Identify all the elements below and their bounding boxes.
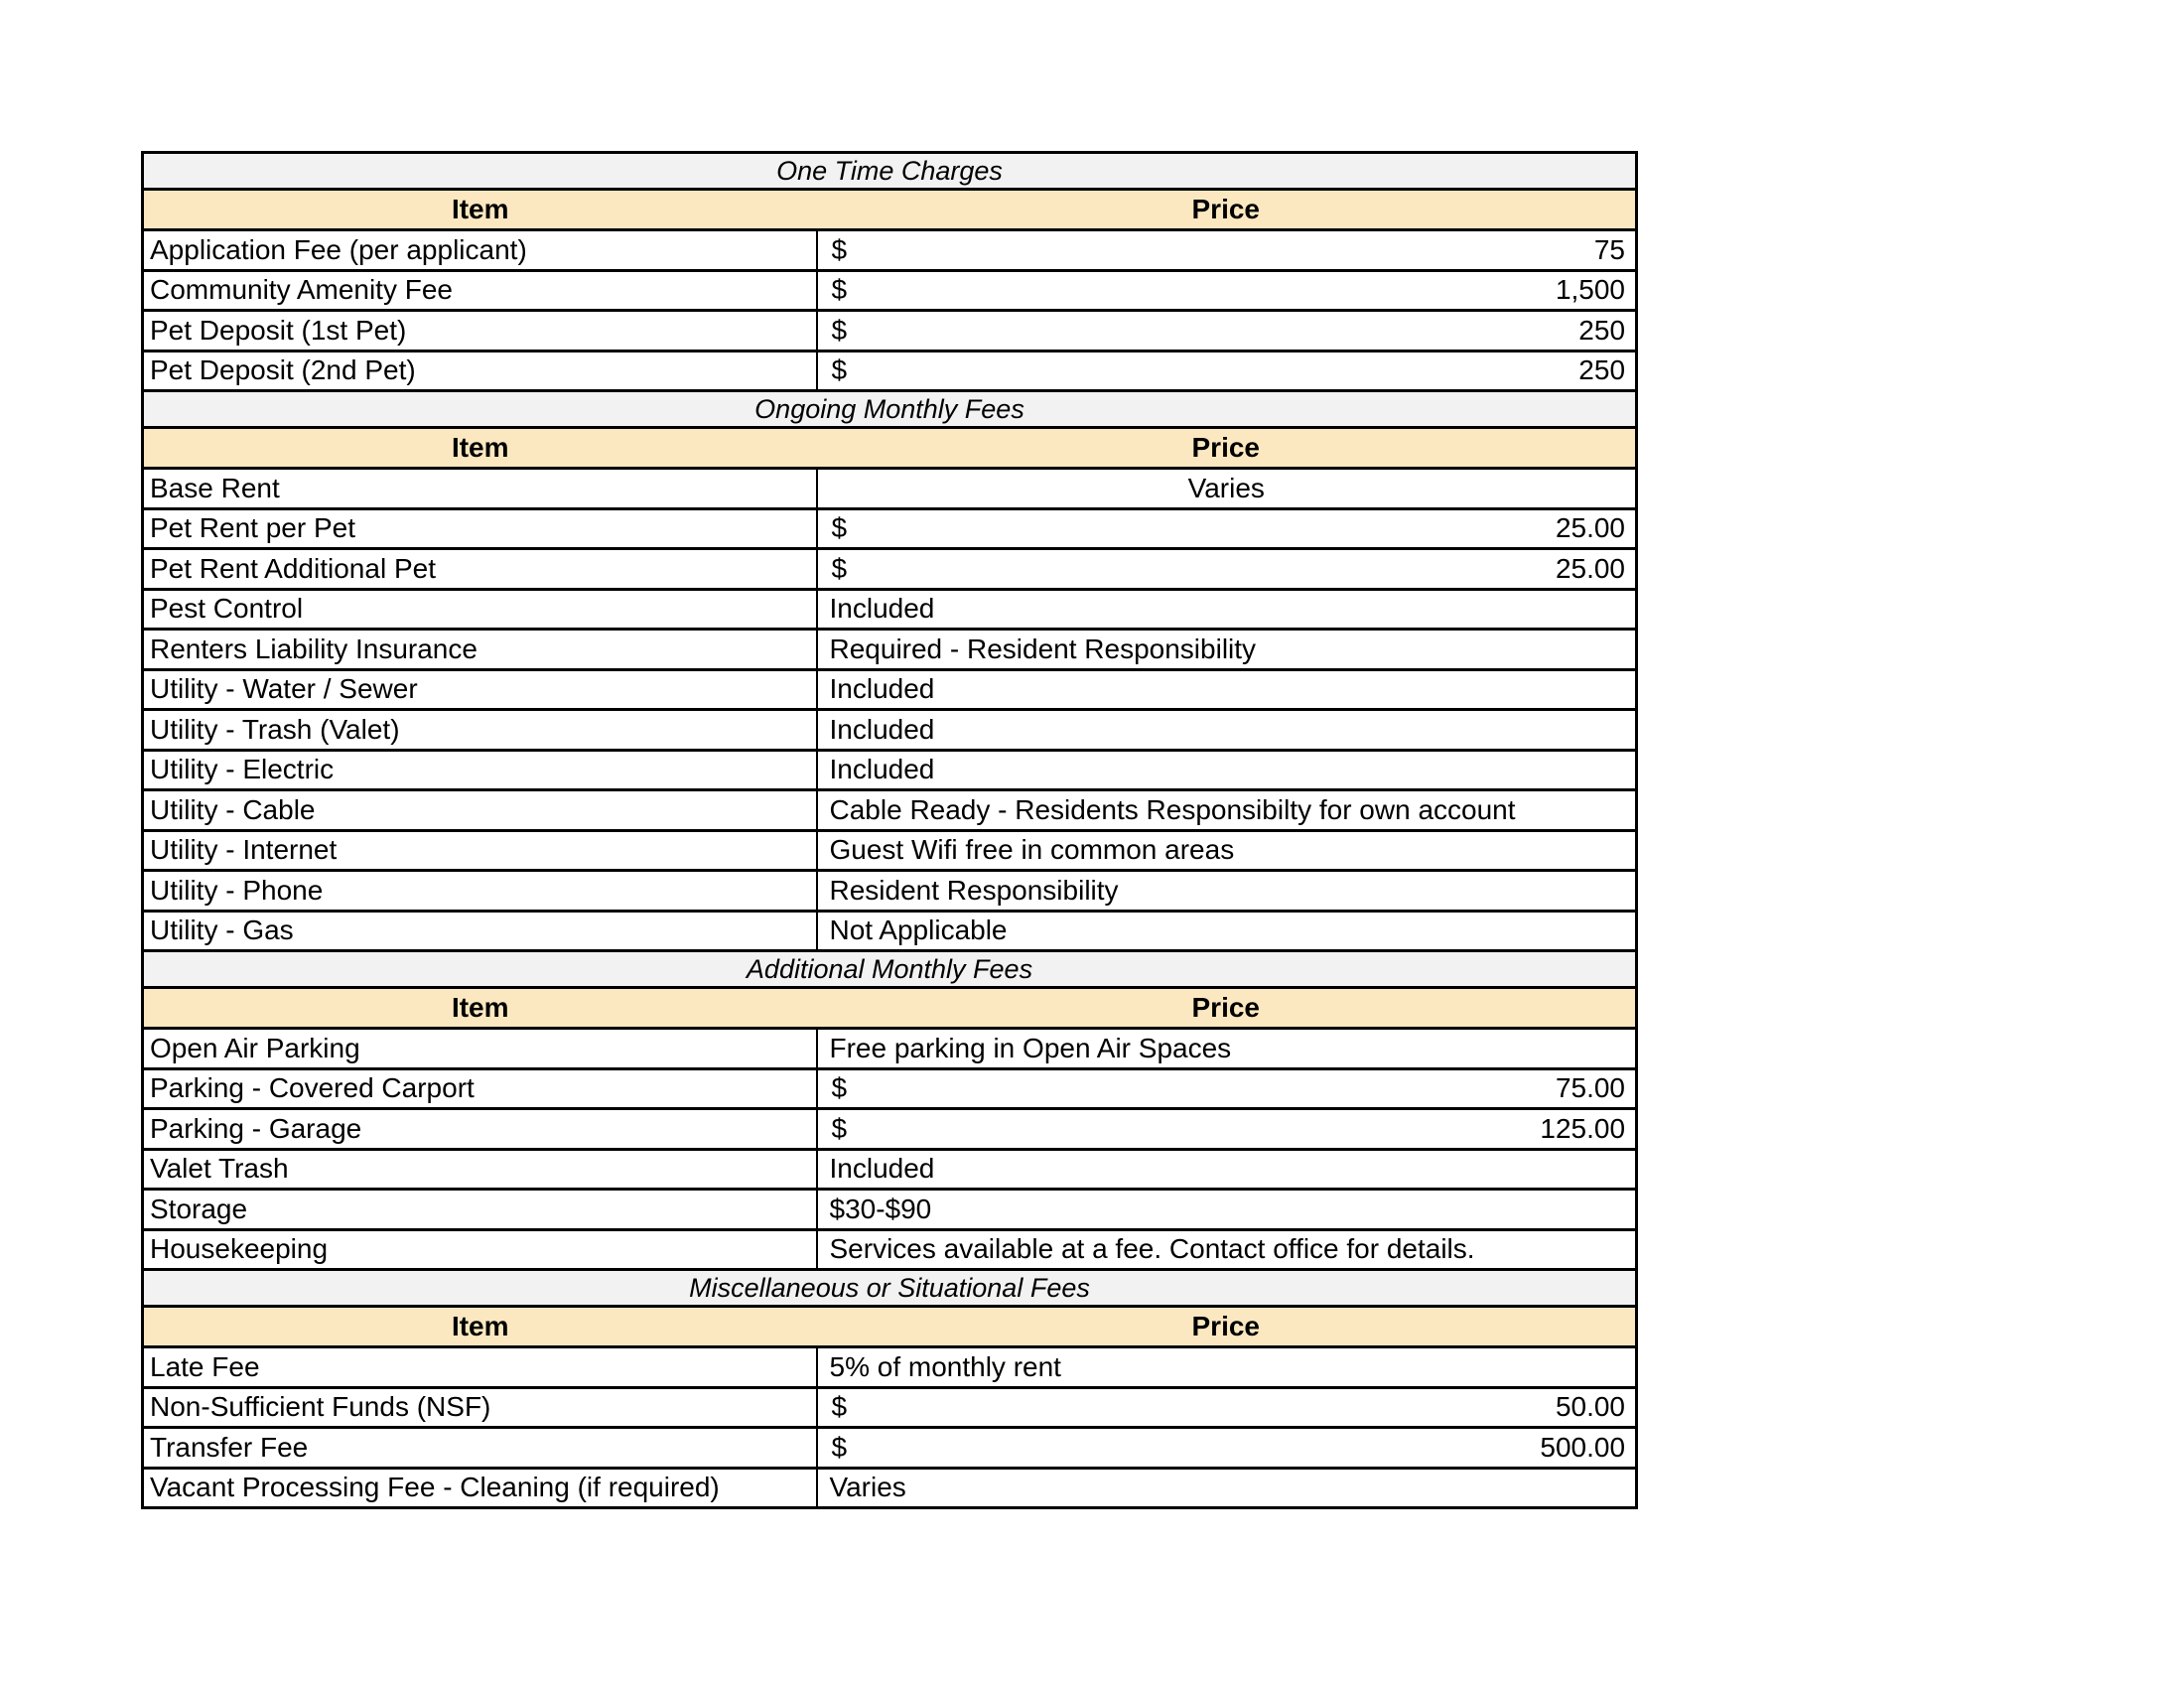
section-title: Miscellaneous or Situational Fees — [143, 1270, 1637, 1307]
currency-symbol: $ — [831, 1072, 848, 1104]
price-cell: Not Applicable — [817, 911, 1637, 951]
item-cell: Pet Rent Additional Pet — [143, 549, 817, 590]
price-cell — [817, 230, 1637, 271]
price-cell — [817, 351, 1637, 391]
price-amount: 250 — [1578, 314, 1626, 346]
price-cell: Included — [817, 669, 1637, 710]
table-row — [143, 469, 1637, 509]
item-column-header: Item — [143, 1307, 817, 1347]
currency-symbol: $ — [831, 552, 848, 584]
item-cell: Parking - Garage — [143, 1109, 817, 1150]
table-row — [143, 871, 1637, 912]
price-amount: 25.00 — [1555, 552, 1626, 584]
accounting-value — [818, 1391, 1636, 1423]
section-title: Ongoing Monthly Fees — [143, 391, 1637, 428]
currency-symbol: $ — [831, 314, 848, 346]
table-row — [143, 1428, 1637, 1469]
price-cell — [817, 1068, 1637, 1109]
price-cell — [817, 508, 1637, 549]
column-header-row — [143, 1307, 1637, 1347]
price-cell: Varies — [817, 1468, 1637, 1508]
price-amount: 125.00 — [1540, 1112, 1626, 1144]
currency-symbol: $ — [831, 1112, 848, 1144]
price-amount: 50.00 — [1555, 1391, 1626, 1423]
table-row — [143, 1029, 1637, 1069]
table-row — [143, 589, 1637, 630]
table-row — [143, 790, 1637, 831]
price-amount: 250 — [1578, 354, 1626, 386]
price-cell: Services available at a fee. Contact office for details. — [817, 1229, 1637, 1270]
table-row — [143, 911, 1637, 951]
accounting-value — [818, 512, 1636, 544]
item-cell: Utility - Gas — [143, 911, 817, 951]
item-cell: Open Air Parking — [143, 1029, 817, 1069]
item-cell: Utility - Trash (Valet) — [143, 710, 817, 751]
item-cell: Pet Deposit (2nd Pet) — [143, 351, 817, 391]
item-cell: Utility - Internet — [143, 830, 817, 871]
table-row — [143, 1149, 1637, 1190]
price-cell — [817, 311, 1637, 352]
price-cell: Cable Ready - Residents Responsibilty for own account — [817, 790, 1637, 831]
price-amount: 25.00 — [1555, 512, 1626, 544]
item-cell: Renters Liability Insurance — [143, 630, 817, 670]
price-amount: 1,500 — [1555, 274, 1626, 306]
fee-table-body — [143, 153, 1637, 1508]
table-row — [143, 1347, 1637, 1388]
table-row — [143, 1468, 1637, 1508]
item-cell: Pest Control — [143, 589, 817, 630]
price-column-header: Price — [817, 988, 1637, 1029]
item-cell: Non-Sufficient Funds (NSF) — [143, 1387, 817, 1428]
section-row — [143, 1270, 1637, 1307]
accounting-value — [818, 553, 1636, 585]
accounting-value — [818, 315, 1636, 347]
price-cell — [817, 270, 1637, 311]
price-cell: Varies — [817, 469, 1637, 509]
item-cell: Housekeeping — [143, 1229, 817, 1270]
table-row — [143, 351, 1637, 391]
section-row — [143, 153, 1637, 190]
table-row — [143, 830, 1637, 871]
table-row — [143, 270, 1637, 311]
section-row — [143, 391, 1637, 428]
table-row — [143, 669, 1637, 710]
item-column-header: Item — [143, 428, 817, 469]
section-row — [143, 951, 1637, 988]
accounting-value — [818, 1432, 1636, 1464]
accounting-value — [818, 354, 1636, 386]
price-cell: Included — [817, 710, 1637, 751]
item-cell: Late Fee — [143, 1347, 817, 1388]
accounting-value — [818, 1072, 1636, 1104]
item-column-header: Item — [143, 190, 817, 230]
table-row — [143, 549, 1637, 590]
item-cell: Pet Deposit (1st Pet) — [143, 311, 817, 352]
price-cell: Guest Wifi free in common areas — [817, 830, 1637, 871]
table-row — [143, 1190, 1637, 1230]
table-row — [143, 508, 1637, 549]
price-cell: Included — [817, 589, 1637, 630]
item-cell: Utility - Phone — [143, 871, 817, 912]
currency-symbol: $ — [831, 1431, 848, 1463]
table-row — [143, 230, 1637, 271]
column-header-row — [143, 428, 1637, 469]
price-amount: 500.00 — [1540, 1431, 1626, 1463]
table-row — [143, 1387, 1637, 1428]
table-row — [143, 630, 1637, 670]
price-cell — [817, 549, 1637, 590]
table-row — [143, 1109, 1637, 1150]
item-cell: Valet Trash — [143, 1149, 817, 1190]
price-column-header: Price — [817, 190, 1637, 230]
item-cell: Application Fee (per applicant) — [143, 230, 817, 271]
accounting-value — [818, 234, 1636, 266]
item-cell: Base Rent — [143, 469, 817, 509]
price-cell — [817, 1428, 1637, 1469]
currency-symbol: $ — [831, 274, 848, 306]
price-cell — [817, 1109, 1637, 1150]
table-row — [143, 1229, 1637, 1270]
table-row — [143, 750, 1637, 790]
price-amount: 75.00 — [1555, 1072, 1626, 1104]
price-cell: Included — [817, 750, 1637, 790]
fee-schedule-table — [141, 151, 1638, 1509]
currency-symbol: $ — [831, 233, 848, 265]
item-cell: Community Amenity Fee — [143, 270, 817, 311]
price-column-header: Price — [817, 428, 1637, 469]
item-cell: Utility - Cable — [143, 790, 817, 831]
item-cell: Storage — [143, 1190, 817, 1230]
table-row — [143, 311, 1637, 352]
section-title: Additional Monthly Fees — [143, 951, 1637, 988]
currency-symbol: $ — [831, 512, 848, 544]
price-cell: $30-$90 — [817, 1190, 1637, 1230]
item-cell: Parking - Covered Carport — [143, 1068, 817, 1109]
accounting-value — [818, 1113, 1636, 1145]
currency-symbol: $ — [831, 1391, 848, 1423]
price-cell: 5% of monthly rent — [817, 1347, 1637, 1388]
accounting-value — [818, 274, 1636, 306]
price-cell: Required - Resident Responsibility — [817, 630, 1637, 670]
price-cell: Resident Responsibility — [817, 871, 1637, 912]
currency-symbol: $ — [831, 354, 848, 386]
item-column-header: Item — [143, 988, 817, 1029]
column-header-row — [143, 988, 1637, 1029]
price-cell: Free parking in Open Air Spaces — [817, 1029, 1637, 1069]
table-row — [143, 1068, 1637, 1109]
table-row — [143, 710, 1637, 751]
price-cell: Included — [817, 1149, 1637, 1190]
item-cell: Pet Rent per Pet — [143, 508, 817, 549]
price-amount: 75 — [1593, 233, 1626, 265]
item-cell: Transfer Fee — [143, 1428, 817, 1469]
price-cell — [817, 1387, 1637, 1428]
section-title: One Time Charges — [143, 153, 1637, 190]
price-column-header: Price — [817, 1307, 1637, 1347]
item-cell: Utility - Water / Sewer — [143, 669, 817, 710]
item-cell: Vacant Processing Fee - Cleaning (if required) — [143, 1468, 817, 1508]
item-cell: Utility - Electric — [143, 750, 817, 790]
column-header-row — [143, 190, 1637, 230]
